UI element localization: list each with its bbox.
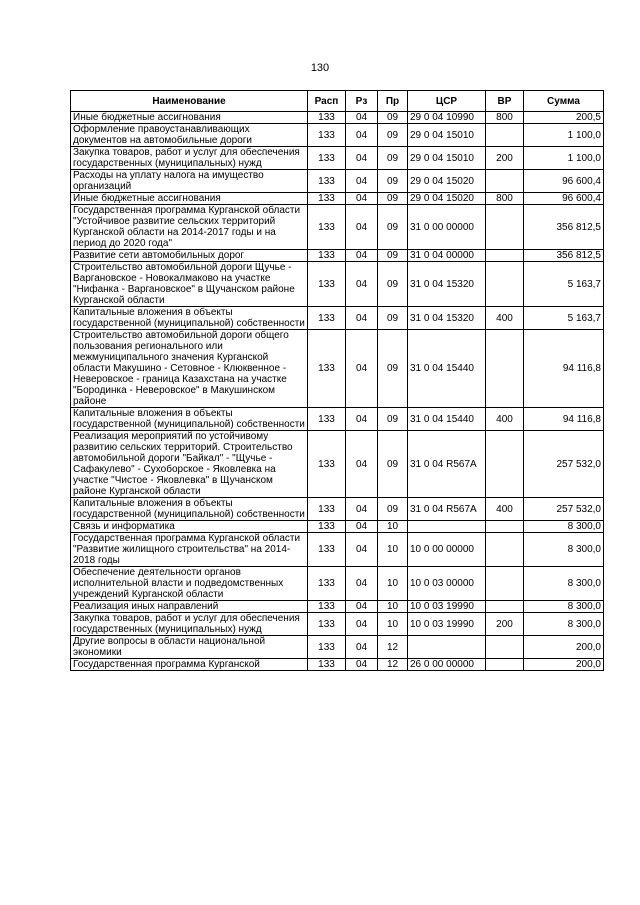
cell-csr: 31 0 04 15440: [408, 330, 486, 408]
cell-rasp: 133: [308, 147, 346, 170]
cell-pr: 09: [378, 147, 408, 170]
cell-rasp: 133: [308, 533, 346, 567]
cell-sum: 96 600,4: [524, 170, 604, 193]
cell-rz: 04: [346, 124, 378, 147]
table-row: [71, 193, 604, 205]
cell-csr: [408, 521, 486, 533]
cell-name: Связь и информатика: [71, 521, 308, 533]
cell-csr: 29 0 04 10990: [408, 112, 486, 124]
cell-sum: 5 163,7: [524, 262, 604, 307]
header-rasp: Расп: [308, 91, 346, 112]
cell-csr: 31 0 04 R567A: [408, 431, 486, 498]
table-row: [71, 659, 604, 671]
cell-rasp: 133: [308, 170, 346, 193]
cell-rz: 04: [346, 521, 378, 533]
cell-rz: 04: [346, 307, 378, 330]
cell-csr: 31 0 04 15320: [408, 262, 486, 307]
cell-rasp: 133: [308, 124, 346, 147]
cell-vr: [486, 567, 524, 601]
cell-rz: 04: [346, 567, 378, 601]
cell-pr: 09: [378, 330, 408, 408]
cell-rasp: 133: [308, 250, 346, 262]
header-pr: Пр: [378, 91, 408, 112]
cell-pr: 09: [378, 124, 408, 147]
cell-rasp: 133: [308, 431, 346, 498]
cell-csr: 31 0 04 00000: [408, 250, 486, 262]
cell-name: Обеспечение деятельности органов исполнительной власти и подведомственных учреждений Курганской области: [71, 567, 308, 601]
cell-vr: [486, 601, 524, 613]
header-vr: ВР: [486, 91, 524, 112]
header-csr: ЦСР: [408, 91, 486, 112]
cell-vr: [486, 250, 524, 262]
cell-rasp: 133: [308, 307, 346, 330]
cell-name: Строительство автомобильной дороги общего пользования регионального или межмуниципального значения Курганской области Макушино - Сетовное - Клюквенное - Неверовское - граница Казахстана на участке "Бородинка - Неверовское" в Макушинском районе: [71, 330, 308, 408]
cell-vr: 400: [486, 408, 524, 431]
cell-name: Закупка товаров, работ и услуг для обеспечения государственных (муниципальных) нужд: [71, 613, 308, 636]
cell-rz: 04: [346, 408, 378, 431]
cell-sum: 94 116,8: [524, 408, 604, 431]
cell-rz: 04: [346, 262, 378, 307]
cell-sum: 8 300,0: [524, 567, 604, 601]
cell-csr: 31 0 04 15440: [408, 408, 486, 431]
cell-sum: 1 100,0: [524, 147, 604, 170]
cell-name: Реализация мероприятий по устойчивому развитию сельских территорий. Строительство автомобильной дороги "Байкал" - "Щучье - Сафакулево" - Сухоборское - Яковлевка на участке "Чистое - Яковлевка" в Щучанском районе Курганской области: [71, 431, 308, 498]
cell-vr: [486, 330, 524, 408]
cell-pr: 09: [378, 205, 408, 250]
cell-rasp: 133: [308, 262, 346, 307]
cell-sum: 257 532,0: [524, 431, 604, 498]
cell-name: Оформление правоустанавливающих документов на автомобильные дороги: [71, 124, 308, 147]
cell-csr: 29 0 04 15010: [408, 124, 486, 147]
cell-rz: 04: [346, 659, 378, 671]
table-row: [71, 124, 604, 147]
table-row: [71, 408, 604, 431]
cell-rasp: 133: [308, 330, 346, 408]
cell-vr: [486, 431, 524, 498]
header-rz: Рз: [346, 91, 378, 112]
table-row: [71, 147, 604, 170]
cell-pr: 09: [378, 498, 408, 521]
cell-name: Капитальные вложения в объекты государственной (муниципальной) собственности: [71, 408, 308, 431]
cell-vr: [486, 521, 524, 533]
cell-pr: 09: [378, 408, 408, 431]
table-row: [71, 636, 604, 659]
header-row: [71, 91, 604, 112]
cell-pr: 09: [378, 431, 408, 498]
table-row: [71, 170, 604, 193]
budget-table: [70, 90, 604, 671]
cell-vr: [486, 262, 524, 307]
cell-name: Строительство автомобильной дороги Щучье - Варгановское - Новокалмаково на участке "Нифанка - Варгановское" в Щучанском районе Курганской области: [71, 262, 308, 307]
table-row: [71, 431, 604, 498]
cell-rz: 04: [346, 170, 378, 193]
cell-csr: 31 0 00 00000: [408, 205, 486, 250]
cell-rz: 04: [346, 330, 378, 408]
cell-sum: 1 100,0: [524, 124, 604, 147]
cell-csr: 29 0 04 15020: [408, 193, 486, 205]
cell-pr: 09: [378, 262, 408, 307]
cell-rz: 04: [346, 636, 378, 659]
table-row: [71, 307, 604, 330]
cell-vr: 400: [486, 498, 524, 521]
table-row: [71, 112, 604, 124]
cell-rasp: 133: [308, 193, 346, 205]
cell-name: Другие вопросы в области национальной экономики: [71, 636, 308, 659]
cell-rasp: 133: [308, 205, 346, 250]
cell-name: Реализация иных направлений: [71, 601, 308, 613]
cell-rasp: 133: [308, 498, 346, 521]
cell-csr: 29 0 04 15020: [408, 170, 486, 193]
cell-pr: 09: [378, 307, 408, 330]
cell-rasp: 133: [308, 408, 346, 431]
table-row: [71, 601, 604, 613]
cell-rz: 04: [346, 533, 378, 567]
cell-rz: 04: [346, 613, 378, 636]
cell-vr: 400: [486, 307, 524, 330]
cell-rz: 04: [346, 250, 378, 262]
cell-vr: 800: [486, 193, 524, 205]
cell-vr: [486, 170, 524, 193]
cell-sum: 8 300,0: [524, 601, 604, 613]
cell-rasp: 133: [308, 112, 346, 124]
cell-pr: 09: [378, 250, 408, 262]
cell-rasp: 133: [308, 567, 346, 601]
cell-name: Государственная программа Курганской области "Развитие жилищного строительства" на 2014-2018 годы: [71, 533, 308, 567]
cell-pr: 09: [378, 112, 408, 124]
cell-pr: 12: [378, 659, 408, 671]
cell-sum: 356 812,5: [524, 205, 604, 250]
cell-vr: 200: [486, 613, 524, 636]
cell-csr: 10 0 03 19990: [408, 613, 486, 636]
cell-csr: 10 0 03 00000: [408, 567, 486, 601]
cell-pr: 10: [378, 533, 408, 567]
cell-csr: [408, 636, 486, 659]
cell-csr: 29 0 04 15010: [408, 147, 486, 170]
cell-rasp: 133: [308, 521, 346, 533]
header-sum: Сумма: [524, 91, 604, 112]
cell-sum: 94 116,8: [524, 330, 604, 408]
table-row: [71, 533, 604, 567]
cell-rasp: 133: [308, 613, 346, 636]
cell-pr: 10: [378, 601, 408, 613]
cell-rz: 04: [346, 193, 378, 205]
cell-name: Закупка товаров, работ и услуг для обеспечения государственных (муниципальных) нужд: [71, 147, 308, 170]
cell-sum: 200,0: [524, 659, 604, 671]
cell-sum: 8 300,0: [524, 521, 604, 533]
table-row: [71, 262, 604, 307]
cell-csr: 26 0 00 00000: [408, 659, 486, 671]
cell-rasp: 133: [308, 601, 346, 613]
cell-sum: 5 163,7: [524, 307, 604, 330]
cell-name: Капитальные вложения в объекты государственной (муниципальной) собственности: [71, 307, 308, 330]
cell-rz: 04: [346, 601, 378, 613]
cell-pr: 10: [378, 567, 408, 601]
cell-pr: 10: [378, 613, 408, 636]
cell-vr: [486, 124, 524, 147]
cell-rz: 04: [346, 431, 378, 498]
cell-name: Иные бюджетные ассигнования: [71, 193, 308, 205]
table-row: [71, 613, 604, 636]
cell-name: Капитальные вложения в объекты государственной (муниципальной) собственности: [71, 498, 308, 521]
table-row: [71, 330, 604, 408]
cell-pr: 09: [378, 193, 408, 205]
cell-sum: 8 300,0: [524, 533, 604, 567]
cell-sum: 257 532,0: [524, 498, 604, 521]
table-row: [71, 521, 604, 533]
table-row: [71, 250, 604, 262]
cell-csr: 10 0 03 19990: [408, 601, 486, 613]
cell-sum: 96 600,4: [524, 193, 604, 205]
cell-rz: 04: [346, 205, 378, 250]
cell-rz: 04: [346, 147, 378, 170]
cell-pr: 09: [378, 170, 408, 193]
cell-rasp: 133: [308, 659, 346, 671]
cell-vr: [486, 659, 524, 671]
cell-name: Государственная программа Курганской области "Устойчивое развитие сельских территорий Курганской области на 2014-2017 годы и на период до 2020 года": [71, 205, 308, 250]
cell-sum: 8 300,0: [524, 613, 604, 636]
cell-vr: 800: [486, 112, 524, 124]
cell-pr: 10: [378, 521, 408, 533]
table-row: [71, 498, 604, 521]
cell-vr: [486, 636, 524, 659]
cell-csr: 10 0 00 00000: [408, 533, 486, 567]
cell-sum: 356 812,5: [524, 250, 604, 262]
table-body: [71, 112, 604, 671]
cell-csr: 31 0 04 R567A: [408, 498, 486, 521]
cell-rz: 04: [346, 498, 378, 521]
cell-vr: [486, 533, 524, 567]
cell-pr: 12: [378, 636, 408, 659]
header-name: Наименование: [71, 91, 308, 112]
cell-vr: [486, 205, 524, 250]
cell-csr: 31 0 04 15320: [408, 307, 486, 330]
cell-rasp: 133: [308, 636, 346, 659]
cell-name: Иные бюджетные ассигнования: [71, 112, 308, 124]
cell-sum: 200,5: [524, 112, 604, 124]
cell-sum: 200,0: [524, 636, 604, 659]
cell-name: Государственная программа Курганской: [71, 659, 308, 671]
table-row: [71, 205, 604, 250]
table-row: [71, 567, 604, 601]
page-number: 130: [310, 62, 330, 74]
cell-name: Развитие сети автомобильных дорог: [71, 250, 308, 262]
cell-vr: 200: [486, 147, 524, 170]
cell-name: Расходы на уплату налога на имущество организаций: [71, 170, 308, 193]
cell-rz: 04: [346, 112, 378, 124]
